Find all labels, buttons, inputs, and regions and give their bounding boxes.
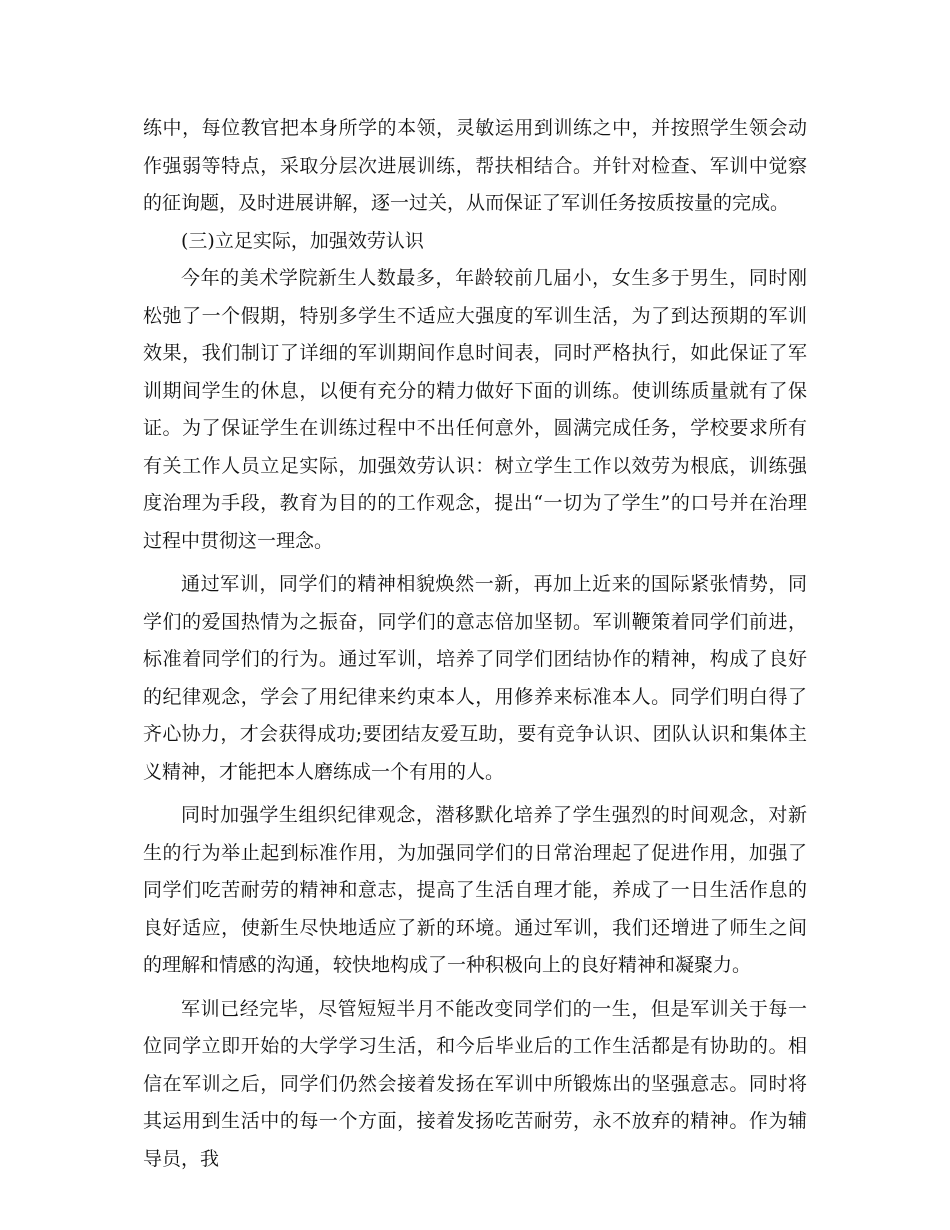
document-body (143, 110, 807, 1178)
paragraph: 军训已经完毕，尽管短短半月不能改变同学们的一生，但是军训关于每一位同学立即开始的大学学习生活，和今后毕业后的工作生活都是有协助的。相信在军训之后，同学们仍然会接着发扬在军训中所锻炼出的坚强意志。同时将其运用到生活中的每一个方面，接着发扬吃苦耐劳，永不放弃的精神。作为辅导员，我 (143, 997, 807, 1170)
paragraph: 通过军训，同学们的精神相貌焕然一新，再加上近来的国际紧张情势，同学们的爱国热情为之振奋，同学们的意志倍加坚韧。军训鞭策着同学们前进，标准着同学们的行为。通过军训，培养了同学们团结协作的精神，构成了良好的纪律观念，学会了用纪律来约束本人，用修养来标准本人。同学们明白得了齐心协力，才会获得成功;要团结友爱互助，要有竞争认识、团队认识和集体主义精神，才能把本人磨练成一个有用的人。 (143, 573, 807, 783)
paragraph-continuation: 练中，每位教官把本身所学的本领，灵敏运用到训练之中，并按照学生领会动作强弱等特点，采取分层次进展训练，帮扶相结合。并针对检查、军训中觉察的征询题，及时进展讲解，逐一过关，从而保证了军训任务按质按量的完成。 (143, 117, 807, 214)
paragraph: 今年的美术学院新生人数最多，年龄较前几届小，女生多于男生，同时刚松弛了一个假期，特别多学生不适应大强度的军训生活，为了到达预期的军训效果，我们制订了详细的军训期间作息时间表，同时严格执行，如此保证了军训期间学生的休息，以便有充分的精力做好下面的训练。使训练质量就有了保证。为了保证学生在训练过程中不出任何意外，圆满完成任务，学校要求所有有关工作人员立足实际，加强效劳认识：树立学生工作以效劳为根底，训练强度治理为手段，教育为目的的工作观念，提出“一切为了学生”的口号并在治理过程中贯彻这一理念。 (143, 267, 807, 552)
paragraph: 同时加强学生组织纪律观念，潜移默化培养了学生强烈的时间观念，对新生的行为举止起到标准作用，为加强同学们的日常治理起了促进作用，加强了同学们吃苦耐劳的精神和意志，提高了生活自理才能，养成了一日生活作息的良好适应，使新生尽快地适应了新的环境。通过军训，我们还增进了师生之间的理解和情感的沟通，较快地构成了一种积极向上的良好精神和凝聚力。 (143, 804, 807, 976)
section-heading: (三)立足实际，加强效劳认识 (181, 229, 424, 252)
